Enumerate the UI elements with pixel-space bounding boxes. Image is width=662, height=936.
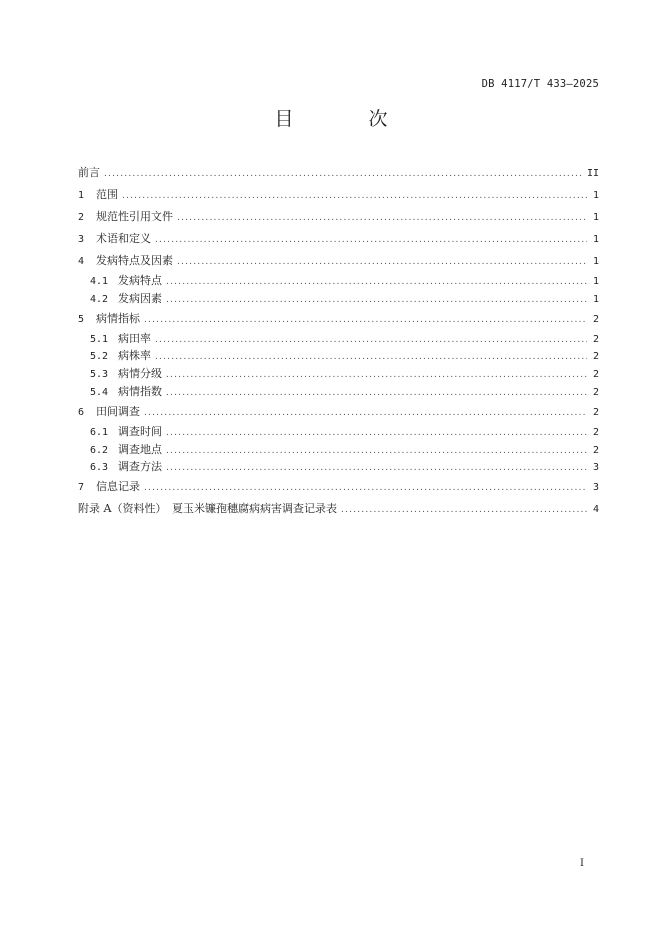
toc-entry[interactable]: [78, 365, 599, 383]
toc-entry-label: 术语和定义: [96, 232, 151, 245]
toc-entry[interactable]: [78, 347, 599, 365]
toc-entry-label: 信息记录: [96, 480, 140, 494]
toc-dot-leader: [144, 309, 587, 331]
toc-entry-number: 4.1: [90, 276, 109, 287]
toc-entry-number: 5.2: [90, 351, 109, 363]
toc-entry-page: 1: [592, 293, 599, 305]
toc-entry[interactable]: [78, 308, 599, 330]
toc-entry[interactable]: [78, 206, 599, 228]
toc-entry[interactable]: [78, 383, 599, 401]
toc-dot-leader: [155, 229, 587, 251]
toc-entry[interactable]: [78, 184, 599, 206]
toc-entry-number: 3: [78, 234, 85, 245]
toc-entry-page: 2: [592, 313, 599, 325]
toc-entry-page: 2: [592, 426, 599, 438]
table-of-contents: [78, 162, 599, 520]
toc-entry-label: 病情分级: [118, 367, 162, 381]
toc-entry-label: 病株率: [118, 349, 151, 363]
toc-entry-label: 病情指标: [96, 311, 140, 325]
toc-entry-label: 田间调查: [96, 404, 140, 418]
toc-entry-page: 2: [592, 333, 599, 345]
toc-dot-leader: [104, 163, 583, 185]
toc-dot-leader: [144, 402, 587, 424]
toc-entry[interactable]: [78, 498, 599, 520]
toc-entry-number: 4.2: [90, 293, 109, 305]
toc-entry-label: 发病特点及因素: [96, 254, 173, 267]
toc-entry[interactable]: [78, 290, 599, 308]
toc-entry-label: 附录 A（资料性） 夏玉米镰孢穗腐病病害调查记录表: [78, 502, 337, 516]
toc-entry[interactable]: [78, 162, 599, 184]
toc-entry-label: 发病因素: [118, 291, 162, 305]
toc-entry[interactable]: [78, 423, 599, 441]
toc-entry-label: 范围: [96, 188, 118, 201]
toc-entry[interactable]: [78, 228, 599, 250]
toc-entry-page: 2: [592, 444, 599, 456]
toc-dot-leader: [177, 251, 587, 273]
toc-entry-label: 调查地点: [118, 442, 162, 456]
toc-entry-number: 5.4: [90, 386, 109, 398]
toc-entry-number: 1: [78, 190, 85, 201]
toc-entry-label: 规范性引用文件: [96, 210, 173, 223]
toc-entry-page: 2: [592, 369, 599, 381]
toc-entry-page: II: [586, 168, 599, 179]
toc-entry-number: 7: [78, 482, 85, 494]
toc-entry[interactable]: [78, 401, 599, 423]
toc-entry-page: 1: [592, 256, 599, 267]
toc-entry-page: 3: [592, 482, 599, 494]
toc-entry[interactable]: [78, 458, 599, 476]
toc-entry-label: 发病特点: [118, 274, 162, 287]
toc-entry-page: 2: [592, 386, 599, 398]
toc-entry[interactable]: [78, 330, 599, 348]
toc-entry-number: 6.3: [90, 462, 109, 474]
toc-entry-number: 4: [78, 256, 85, 267]
toc-entry-number: 6.2: [90, 444, 109, 456]
toc-entry-page: 1: [592, 190, 599, 201]
toc-entry-page: 2: [592, 406, 599, 418]
toc-entry-number: 6.1: [90, 426, 109, 438]
toc-dot-leader: [177, 207, 587, 229]
toc-entry[interactable]: [78, 441, 599, 459]
toc-dot-leader: [341, 499, 587, 521]
footer-page-number: I: [580, 858, 584, 869]
toc-entry-page: 1: [592, 212, 599, 223]
standard-code: DB 4117/T 433—2025: [481, 78, 599, 90]
toc-entry-number: 5: [78, 313, 85, 325]
toc-dot-leader: [122, 185, 587, 207]
toc-entry-page: 4: [592, 504, 599, 516]
toc-entry-number: 5.1: [90, 333, 109, 345]
toc-entry[interactable]: [78, 272, 599, 290]
toc-entry-label: 病情指数: [118, 384, 162, 398]
toc-entry-page: 3: [592, 462, 599, 474]
toc-entry-label: 调查方法: [118, 460, 162, 474]
toc-entry[interactable]: [78, 250, 599, 272]
toc-dot-leader: [144, 477, 587, 499]
toc-entry-label: 前言: [78, 166, 100, 179]
page-title: 目 次: [274, 108, 416, 130]
toc-entry-page: 1: [592, 234, 599, 245]
toc-entry-page: 2: [592, 351, 599, 363]
toc-entry-number: 2: [78, 212, 85, 223]
toc-entry[interactable]: [78, 476, 599, 498]
toc-entry-label: 病田率: [118, 331, 151, 345]
toc-entry-label: 调查时间: [118, 424, 162, 438]
toc-entry-number: 5.3: [90, 369, 109, 381]
toc-entry-page: 1: [592, 276, 599, 287]
toc-entry-number: 6: [78, 406, 85, 418]
